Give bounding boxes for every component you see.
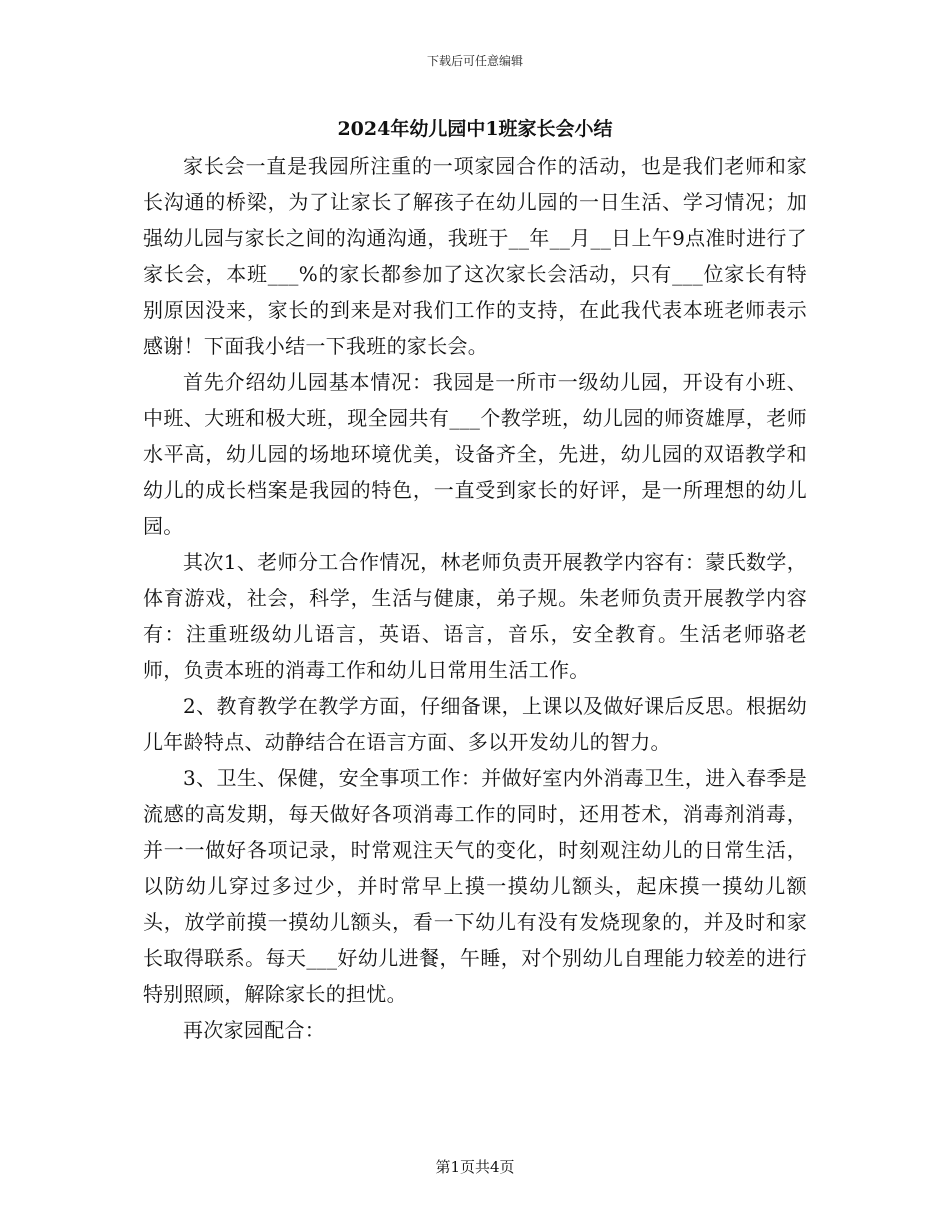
document-body xyxy=(143,148,807,1048)
paragraph-teaching: 2、教育教学在教学方面，仔细备课，上课以及做好课后反思。根据幼儿年龄特点、动静结合在语言方面、多以开发幼儿的智力。 xyxy=(143,694,807,754)
page-header-note: 下载后可任意编辑 xyxy=(426,54,523,68)
document-title: 2024年幼儿园中1班家长会小结 xyxy=(337,118,613,140)
paragraph-home-cooperation: 再次家园配合： xyxy=(183,1018,326,1042)
paragraph-intro: 家长会一直是我园所注重的一项家园合作的活动，也是我们老师和家长沟通的桥梁，为了让家长了解孩子在幼儿园的一日生活、学习情况；加强幼儿园与家长之间的沟通沟通，我班于__年__月__日上午9点准时进行了家长会，本班___%的家长都参加了这次家长会活动，只有___位家长有特别原因没来，家长的到来是对我们工作的支持，在此我代表本班老师表示感谢！下面我小结一下我班的家长会。 xyxy=(143,154,807,358)
paragraph-teacher-division: 其次1、老师分工合作情况，林老师负责开展教学内容有：蒙氏数学，体育游戏，社会，科学，生活与健康，弟子规。朱老师负责开展教学内容有：注重班级幼儿语言，英语、语言，音乐，安全教育。生活老师骆老师，负责本班的消毒工作和幼儿日常用生活工作。 xyxy=(143,550,807,682)
paragraph-kindergarten-overview: 首先介绍幼儿园基本情况：我园是一所市一级幼儿园，开设有小班、中班、大班和极大班，现全园共有___个教学班，幼儿园的师资雄厚，老师水平高，幼儿园的场地环境优美，设备齐全，先进，幼儿园的双语教学和幼儿的成长档案是我园的特色，一直受到家长的好评，是一所理想的幼儿园。 xyxy=(143,370,807,538)
page-number-footer: 第1页共4页 xyxy=(435,1158,515,1176)
paragraph-health-safety: 3、卫生、保健，安全事项工作：并做好室内外消毒卫生，进入春季是流感的高发期，每天做好各项消毒工作的同时，还用苍术，消毒剂消毒，并一一做好各项记录，时常观注天气的变化，时刻观注幼儿的日常生活，以防幼儿穿过多过少，并时常早上摸一摸幼儿额头，起床摸一摸幼儿额头，放学前摸一摸幼儿额头，看一下幼儿有没有发烧现象的，并及时和家长取得联系。每天___好幼儿进餐，午睡，对个别幼儿自理能力较差的进行特别照顾，解除家长的担忧。 xyxy=(143,766,807,1006)
